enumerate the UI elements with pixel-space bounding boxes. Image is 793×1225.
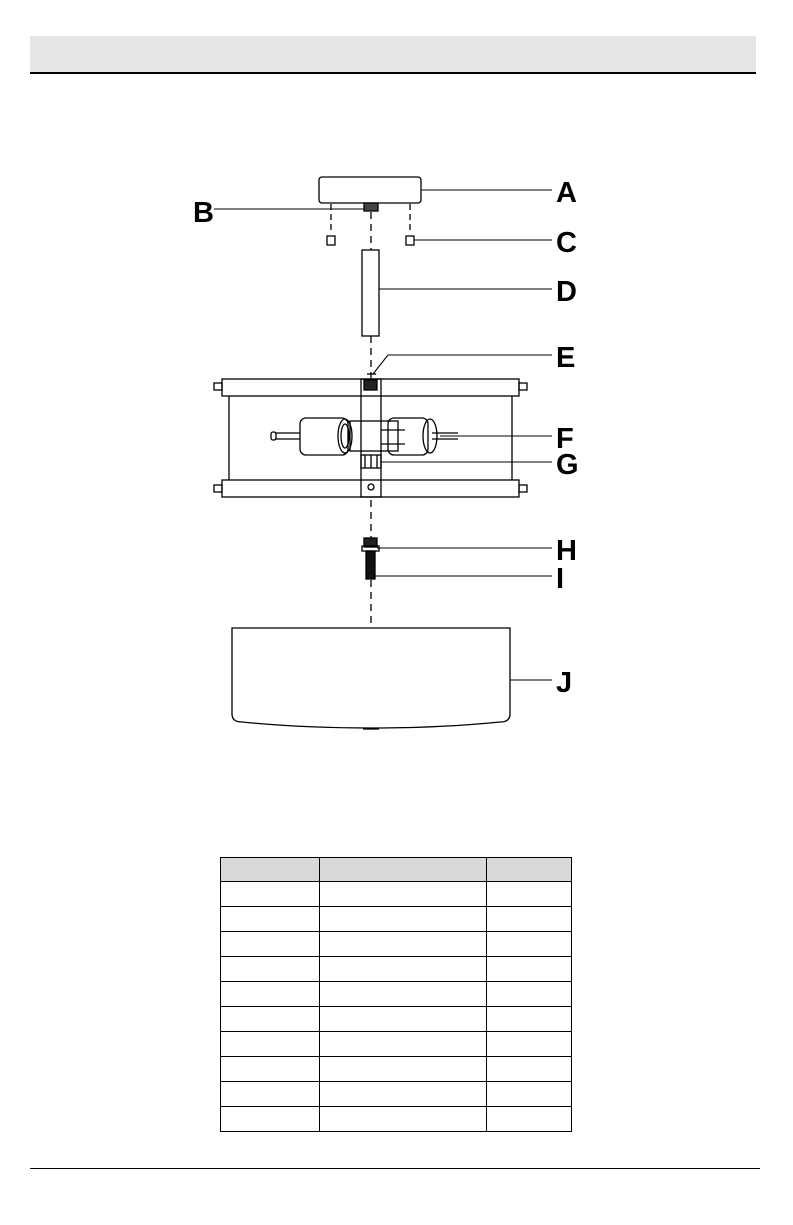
glass-shade bbox=[232, 628, 510, 728]
table-cell bbox=[487, 882, 572, 907]
callout-c: C bbox=[556, 227, 577, 259]
footer-divider bbox=[30, 1168, 760, 1169]
table-cell bbox=[221, 1007, 320, 1032]
table-row bbox=[221, 882, 572, 907]
table-cell bbox=[487, 1082, 572, 1107]
table-row bbox=[221, 982, 572, 1007]
table-cell bbox=[320, 932, 487, 957]
mounting-screw-right bbox=[406, 236, 414, 245]
table-cell bbox=[221, 1057, 320, 1082]
table-row bbox=[221, 907, 572, 932]
table-row bbox=[221, 1007, 572, 1032]
socket-right bbox=[388, 418, 428, 455]
table-cell bbox=[221, 982, 320, 1007]
table-cell bbox=[221, 1107, 320, 1132]
frame-bottom-bar bbox=[222, 480, 519, 497]
table-cell bbox=[487, 1107, 572, 1132]
callout-a: A bbox=[556, 177, 577, 209]
header-part bbox=[221, 858, 320, 882]
mounting-screw-left bbox=[327, 236, 335, 245]
table-cell bbox=[221, 932, 320, 957]
parts-table bbox=[220, 857, 572, 1132]
table-cell bbox=[487, 1057, 572, 1082]
table-row bbox=[221, 1057, 572, 1082]
table-cell bbox=[221, 957, 320, 982]
table-cell bbox=[487, 1007, 572, 1032]
table-cell bbox=[320, 882, 487, 907]
down-rod bbox=[362, 250, 379, 336]
header-description bbox=[320, 858, 487, 882]
table-cell bbox=[320, 1032, 487, 1057]
table-cell bbox=[320, 1007, 487, 1032]
table-row bbox=[221, 957, 572, 982]
table-cell bbox=[320, 982, 487, 1007]
table-cell bbox=[487, 957, 572, 982]
callout-e: E bbox=[556, 342, 576, 374]
canopy bbox=[319, 177, 421, 203]
table-cell bbox=[320, 1107, 487, 1132]
table-row bbox=[221, 1107, 572, 1132]
table-cell bbox=[487, 932, 572, 957]
canopy-nipple bbox=[364, 203, 378, 211]
table-cell bbox=[487, 907, 572, 932]
callout-d: D bbox=[556, 276, 577, 308]
header-quantity bbox=[487, 858, 572, 882]
table-cell bbox=[320, 1082, 487, 1107]
threaded-rod bbox=[366, 551, 375, 579]
callout-b: B bbox=[193, 197, 214, 229]
table-row bbox=[221, 1032, 572, 1057]
table-cell bbox=[487, 982, 572, 1007]
callout-h: H bbox=[556, 535, 577, 567]
table-header-row bbox=[221, 858, 572, 882]
table-row bbox=[221, 932, 572, 957]
table-cell bbox=[487, 1032, 572, 1057]
table-cell bbox=[221, 1082, 320, 1107]
table-cell bbox=[221, 907, 320, 932]
table-row bbox=[221, 1082, 572, 1107]
table-cell bbox=[320, 957, 487, 982]
table-cell bbox=[320, 907, 487, 932]
table-cell bbox=[320, 1057, 487, 1082]
table-cell bbox=[221, 882, 320, 907]
callout-g: G bbox=[556, 449, 579, 481]
callout-i: I bbox=[556, 563, 565, 595]
callout-f: F bbox=[556, 423, 574, 455]
table-cell bbox=[221, 1032, 320, 1057]
callout-j: J bbox=[556, 667, 573, 699]
